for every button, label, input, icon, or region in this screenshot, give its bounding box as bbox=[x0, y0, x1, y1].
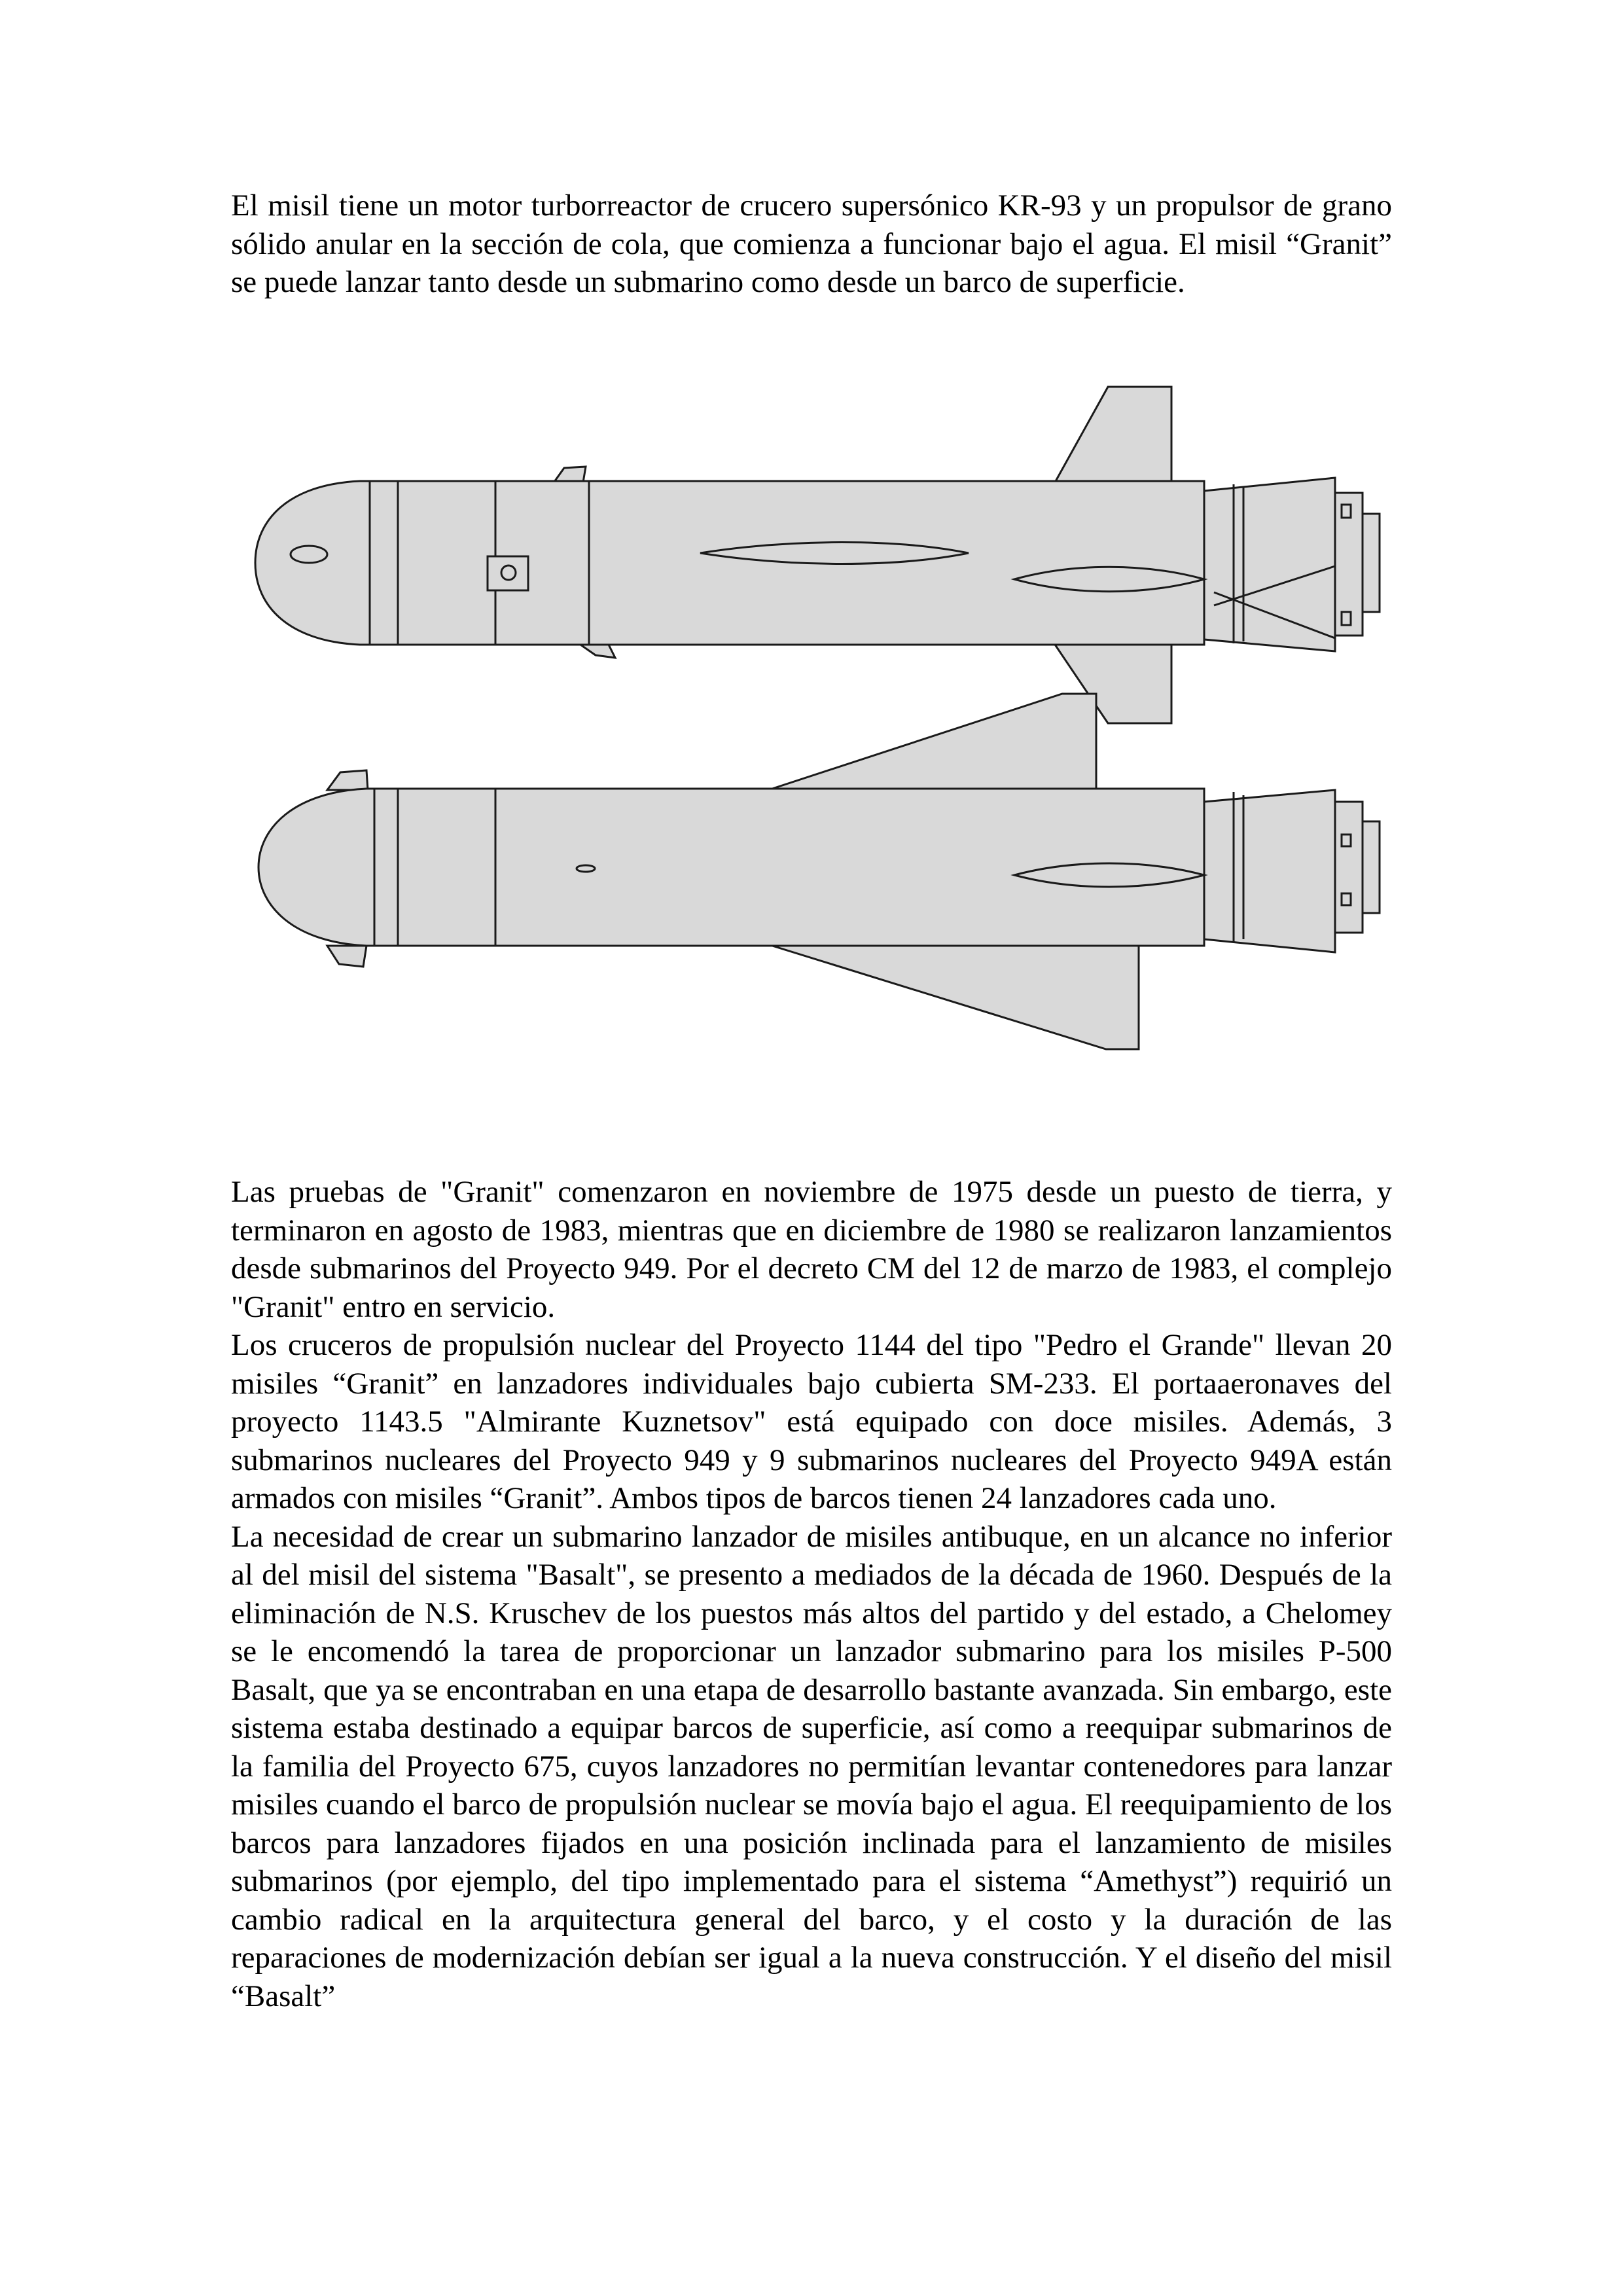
tail-section bbox=[1204, 478, 1335, 651]
paragraph-granit-tests: Las pruebas de "Granit" comenzaron en noviembre de 1975 desde un puesto de tierra, y terminaron en agosto de 1983, mientras que en diciembre de 1980 se realizaron lanzamientos desde submarinos del Proyecto 949. Por el decreto CM del 12 de marzo de 1983, el complejo "Granit" entro en servicio. bbox=[231, 1175, 1392, 1324]
missile-drawing-figure bbox=[229, 383, 1407, 1096]
canard-bottom bbox=[327, 946, 366, 967]
paragraph-basalt: La necesidad de crear un submarino lanzador de misiles antibuque, en un alcance no inferior al del misil del sistema "Basalt", se presento a mediados de la década de 1960. Después de la eliminación de N.S. Kruschev de los puestos más altos del partido y del estado, a Chelomey se le encomendó la tarea de proporcionar un lanzador submarino para los misiles P-500 Basalt, que ya se encontraban en una etapa de desarrollo bastante avanzada. Sin embargo, este sistema estaba destinado a equipar barcos de superficie, así como a reequipar submarinos de la familia del Proyecto 675, cuyos lanzadores no permitían levantar contenedores para lanzar misiles cuando el barco de propulsión nuclear se movía bajo el agua. El reequipamiento de los barcos para lanzadores fijados en una posición inclinada para el lanzamiento de misiles submarinos (por ejemplo, del tipo implementado para el sistema “Amethyst”) requirió un cambio radical en la arquitectura general del barco, y el costo y la duración de las reparaciones de modernización debían ser igual a la nueva construcción. Y el diseño del misil “Basalt” bbox=[231, 1519, 1392, 2013]
missile-top-view bbox=[259, 694, 1380, 1049]
body-text-block bbox=[231, 1173, 1392, 2015]
lower-wing bbox=[772, 946, 1139, 1049]
missile-side-view bbox=[255, 387, 1380, 723]
intro-paragraph: El misil tiene un motor turborreactor de crucero supersónico KR-93 y un propulsor de grano sólido anular en la sección de cola, que comienza a funcionar bajo el agua. El misil “Granit” se puede lanzar tanto desde un submarino como desde un barco de superficie. bbox=[231, 188, 1392, 299]
ventral-strake-bottom bbox=[580, 645, 615, 658]
upper-wing bbox=[772, 694, 1096, 789]
intro-text-block bbox=[231, 187, 1392, 302]
paragraph-cruisers: Los cruceros de propulsión nuclear del Proyecto 1144 del tipo "Pedro el Grande" llevan 20 misiles “Granit” en lanzadores individuales bajo cubierta SM-233. El portaaeronaves del proyecto 1143.5 "Almirante Kuznetsov" está equipado con doce misiles. Además, 3 submarinos nucleares del Proyecto 949 y 9 submarinos nucleares del Proyecto 949A están armados con misiles “Granit”. Ambos tipos de barcos tienen 24 lanzadores cada uno. bbox=[231, 1328, 1392, 1515]
upper-tail-fin bbox=[1048, 387, 1171, 494]
nozzle-cap bbox=[1363, 514, 1380, 612]
canard-top bbox=[327, 770, 368, 790]
nose-sensor bbox=[291, 546, 327, 563]
missile-drawing bbox=[229, 383, 1407, 1096]
tail-section-top bbox=[1204, 790, 1335, 952]
